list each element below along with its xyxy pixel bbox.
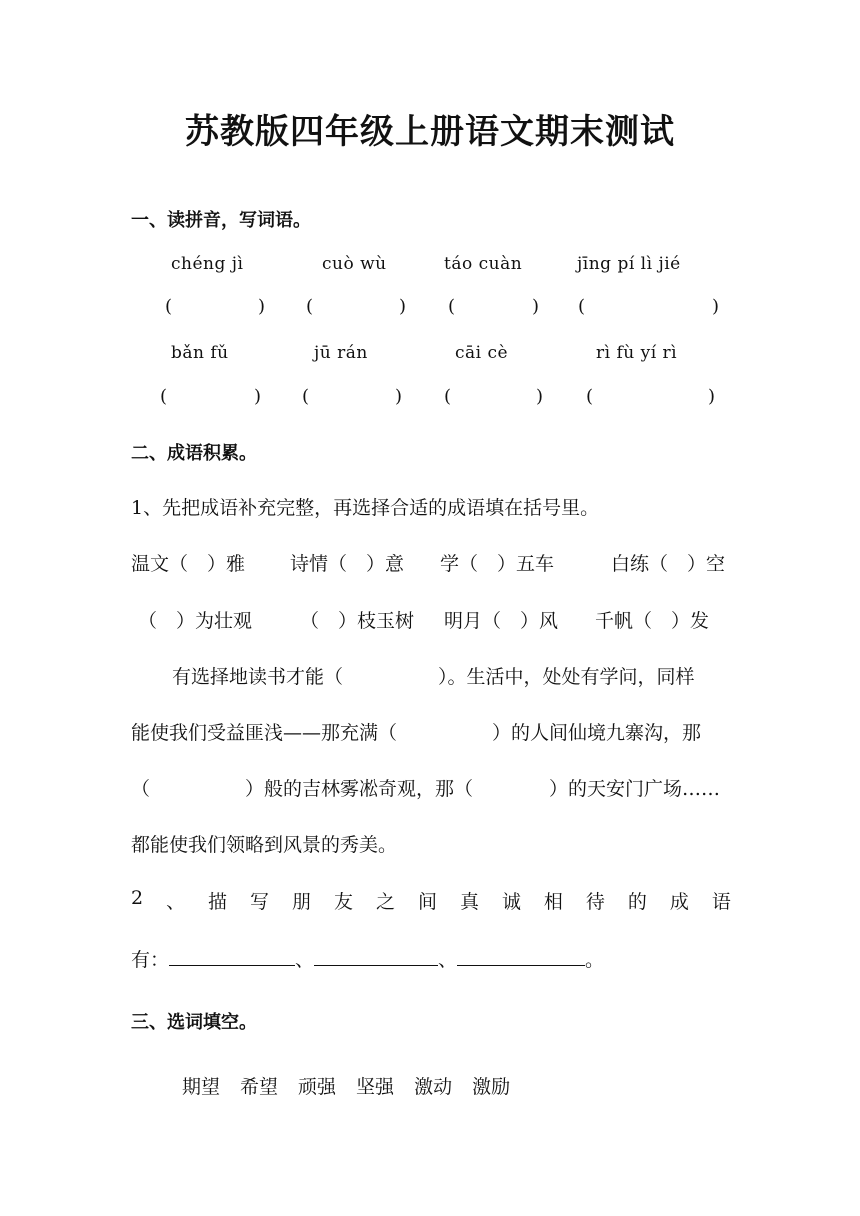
answer-open-paren: ( (165, 296, 173, 317)
page-title: 苏教版四年级上册语文期末测试 (185, 112, 675, 152)
q2-char: 描 (208, 891, 228, 913)
answer-close-paren: ) (536, 386, 544, 407)
question-2-line (131, 887, 731, 914)
pinyin-chengji: chéng jì (171, 254, 244, 274)
q2-char: 相 (543, 891, 563, 913)
q2-char: 成 (669, 891, 689, 913)
word-option: 希望 (240, 1076, 279, 1098)
answer-open-paren: ( (160, 386, 168, 407)
q2-char: 写 (250, 891, 270, 913)
answer-open-paren: ( (302, 386, 310, 407)
q2-prefix: 有： (131, 949, 170, 971)
answer-open-paren: ( (444, 386, 452, 407)
word-option: 期望 (182, 1076, 221, 1098)
q2-separator: 、 (295, 949, 315, 971)
q2-char: 友 (334, 891, 354, 913)
idiom-item: 学（ ）五车 (440, 553, 555, 575)
idiom-item: 千帆（ ）发 (595, 610, 710, 632)
word-bank (182, 1072, 510, 1099)
q2-char: 语 (711, 891, 731, 913)
answer-open-paren: ( (578, 296, 586, 317)
answer-blank[interactable] (169, 947, 295, 966)
fill-paragraph-line: 能使我们受益匪浅——那充满（ ）的人间仙境九寨沟，那 (131, 722, 702, 744)
q2-char: 的 (627, 891, 647, 913)
q2-char: 2 (131, 887, 144, 909)
word-option: 激励 (472, 1076, 511, 1098)
q2-char: 真 (459, 891, 479, 913)
q2-separator: 、 (438, 949, 458, 971)
section-3-heading: 三、选词填空。 (131, 1012, 257, 1033)
q2-char: 待 (585, 891, 605, 913)
pinyin-caice: cāi cè (455, 343, 509, 363)
answer-close-paren: ) (399, 296, 407, 317)
section-2-heading: 二、成语积累。 (131, 443, 257, 464)
pinyin-rifuyiri: rì fù yí rì (596, 343, 678, 363)
answer-close-paren: ) (712, 296, 720, 317)
pinyin-juran: jū rán (314, 343, 368, 363)
word-option: 顽强 (298, 1076, 337, 1098)
fill-paragraph-line: （ ）般的吉林雾凇奇观，那（ ）的天安门广场…… (131, 778, 721, 800)
answer-close-paren: ) (258, 296, 266, 317)
answer-blank[interactable] (314, 947, 438, 966)
pinyin-banfu: bǎn fǔ (171, 343, 229, 363)
word-option: 坚强 (356, 1076, 395, 1098)
q2-char: 间 (417, 891, 437, 913)
answer-close-paren: ) (254, 386, 262, 407)
idiom-item: 明月（ ）风 (444, 610, 559, 632)
answer-close-paren: ) (395, 386, 403, 407)
answer-open-paren: ( (448, 296, 456, 317)
q2-char: 诚 (501, 891, 521, 913)
answer-blank[interactable] (457, 947, 585, 966)
fill-paragraph-line: 都能使我们领略到风景的秀美。 (131, 834, 398, 856)
q2-end: 。 (585, 949, 605, 971)
answer-close-paren: ) (708, 386, 716, 407)
idiom-item: 温文（ ）雅 (131, 553, 246, 575)
pinyin-taocuan: táo cuàn (444, 254, 523, 274)
answer-open-paren: ( (306, 296, 314, 317)
q2-char: 朋 (292, 891, 312, 913)
question-2-answer-line (131, 945, 604, 972)
idiom-item: 白练（ ）空 (611, 553, 726, 575)
q2-char: 、 (166, 891, 186, 913)
fill-paragraph-line: 有选择地读书才能（ ）。生活中，处处有学问，同样 (172, 666, 695, 688)
q2-char: 之 (375, 891, 395, 913)
word-option: 激动 (414, 1076, 453, 1098)
section-1-heading: 一、读拼音，写词语。 (131, 210, 311, 231)
question-1-intro: 1、先把成语补充完整，再选择合适的成语填在括号里。 (131, 497, 600, 519)
idiom-item: （ ）为壮观 (138, 610, 253, 632)
idiom-item: 诗情（ ）意 (290, 553, 405, 575)
idiom-item: （ ）枝玉树 (300, 610, 415, 632)
answer-close-paren: ) (532, 296, 540, 317)
pinyin-jingpilijie: jīng pí lì jié (577, 254, 681, 274)
answer-open-paren: ( (586, 386, 594, 407)
pinyin-cuowu: cuò wù (322, 254, 387, 274)
